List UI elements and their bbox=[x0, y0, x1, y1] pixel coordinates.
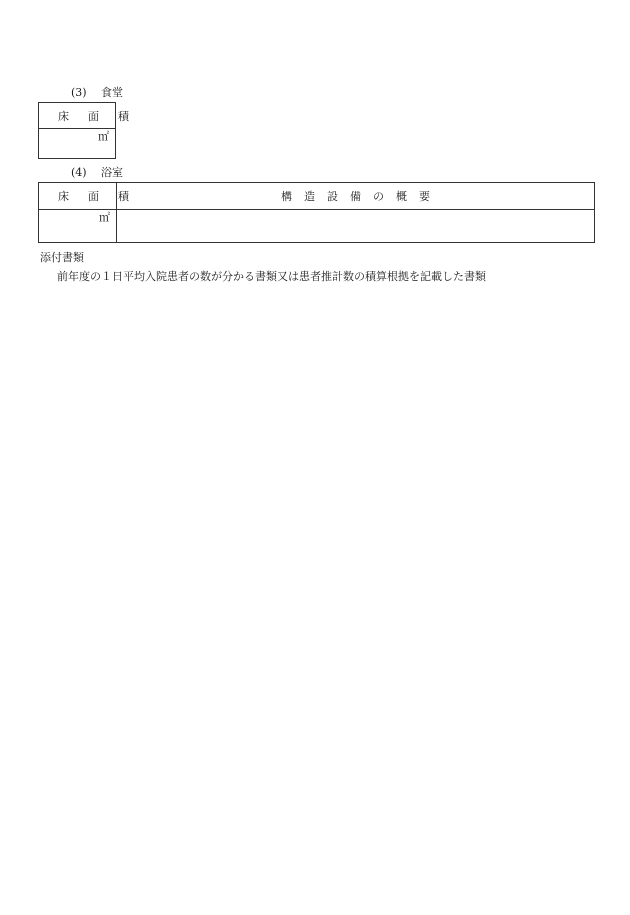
dining-area-unit: ㎡ bbox=[98, 130, 109, 143]
attachments-body: 前年度の１日平均入院患者の数が分かる書類又は患者推計数の積算根拠を記載した書類 bbox=[57, 270, 486, 283]
dining-table bbox=[38, 102, 148, 159]
bath-structure-label: 構造設備の概要 bbox=[117, 183, 595, 210]
bath-floor-area-value[interactable] bbox=[39, 210, 117, 243]
dining-section-title: 食堂 bbox=[101, 86, 123, 99]
dining-floor-area-label: 床面積 bbox=[39, 103, 116, 129]
dining-floor-area-value[interactable] bbox=[39, 129, 116, 159]
attachments-title: 添付書類 bbox=[40, 251, 84, 264]
dining-heading bbox=[71, 86, 123, 100]
bath-heading bbox=[71, 166, 123, 180]
bath-table bbox=[38, 182, 595, 243]
bath-area-unit: ㎡ bbox=[99, 211, 110, 224]
bath-floor-area-label: 床面積 bbox=[39, 183, 117, 210]
bath-section-title: 浴室 bbox=[101, 166, 123, 179]
bath-section-number: (4) bbox=[71, 166, 87, 179]
bath-structure-value[interactable] bbox=[117, 210, 595, 243]
dining-section-number: (3) bbox=[71, 86, 87, 99]
